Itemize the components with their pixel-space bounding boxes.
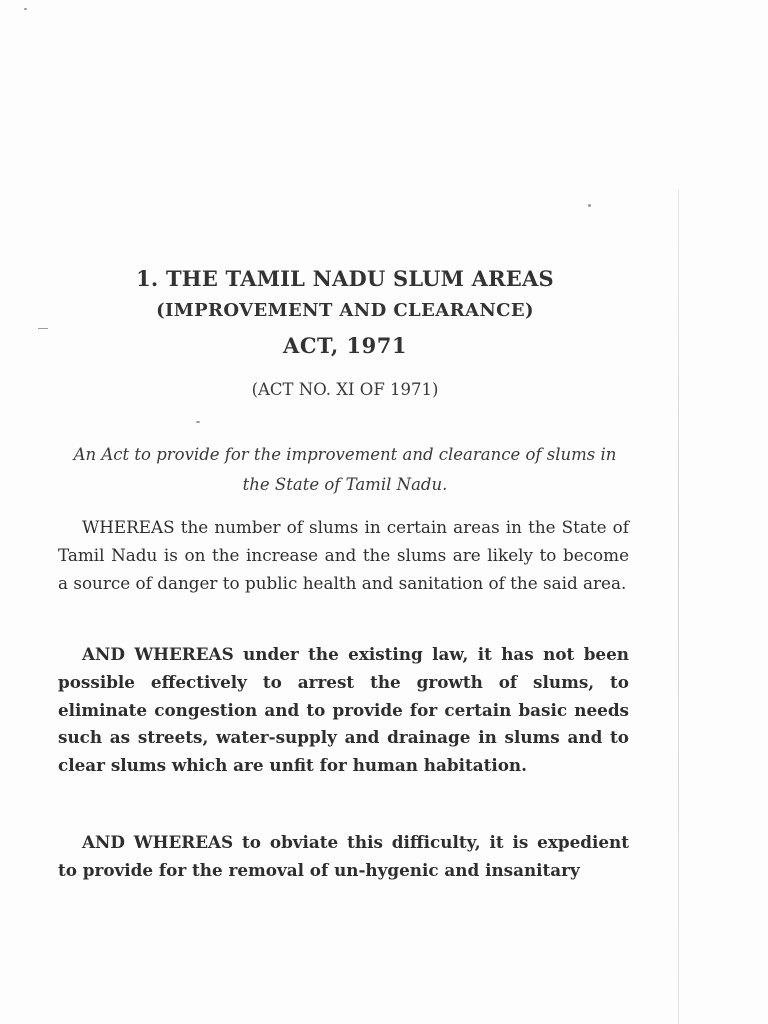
title-line-3: ACT, 1971	[283, 333, 407, 358]
scan-speck	[24, 8, 27, 10]
title-line-1: 1. THE TAMIL NADU SLUM AREAS	[136, 266, 554, 291]
paragraph-3: AND WHEREAS to obviate this difficulty, it is expedient to provide for the removal of un-hygenic and insanitary	[58, 832, 629, 880]
preamble: An Act to provide for the improvement and clearance of slums in the State of Tamil Nadu.	[73, 445, 617, 494]
title-line-2: (IMPROVEMENT AND CLEARANCE)	[156, 300, 534, 321]
act-number: (ACT NO. XI OF 1971)	[251, 380, 439, 399]
paragraph-1: WHEREAS the number of slums in certain areas in the State of Tamil Nadu is on the increase and the slums are likely to become a source of danger to public health and sanitation of the said area.	[58, 517, 629, 593]
scan-speck	[196, 421, 200, 423]
paragraph-2: AND WHEREAS under the existing law, it has not been possible effectively to arrest the growth of slums, to eliminate congestion and to provide for certain basic needs such as streets, water-supply and drainage in slums and to clear slums which are unfit for human habitation.	[58, 644, 629, 776]
scan-speck	[588, 204, 591, 207]
scan-speck	[38, 328, 48, 329]
